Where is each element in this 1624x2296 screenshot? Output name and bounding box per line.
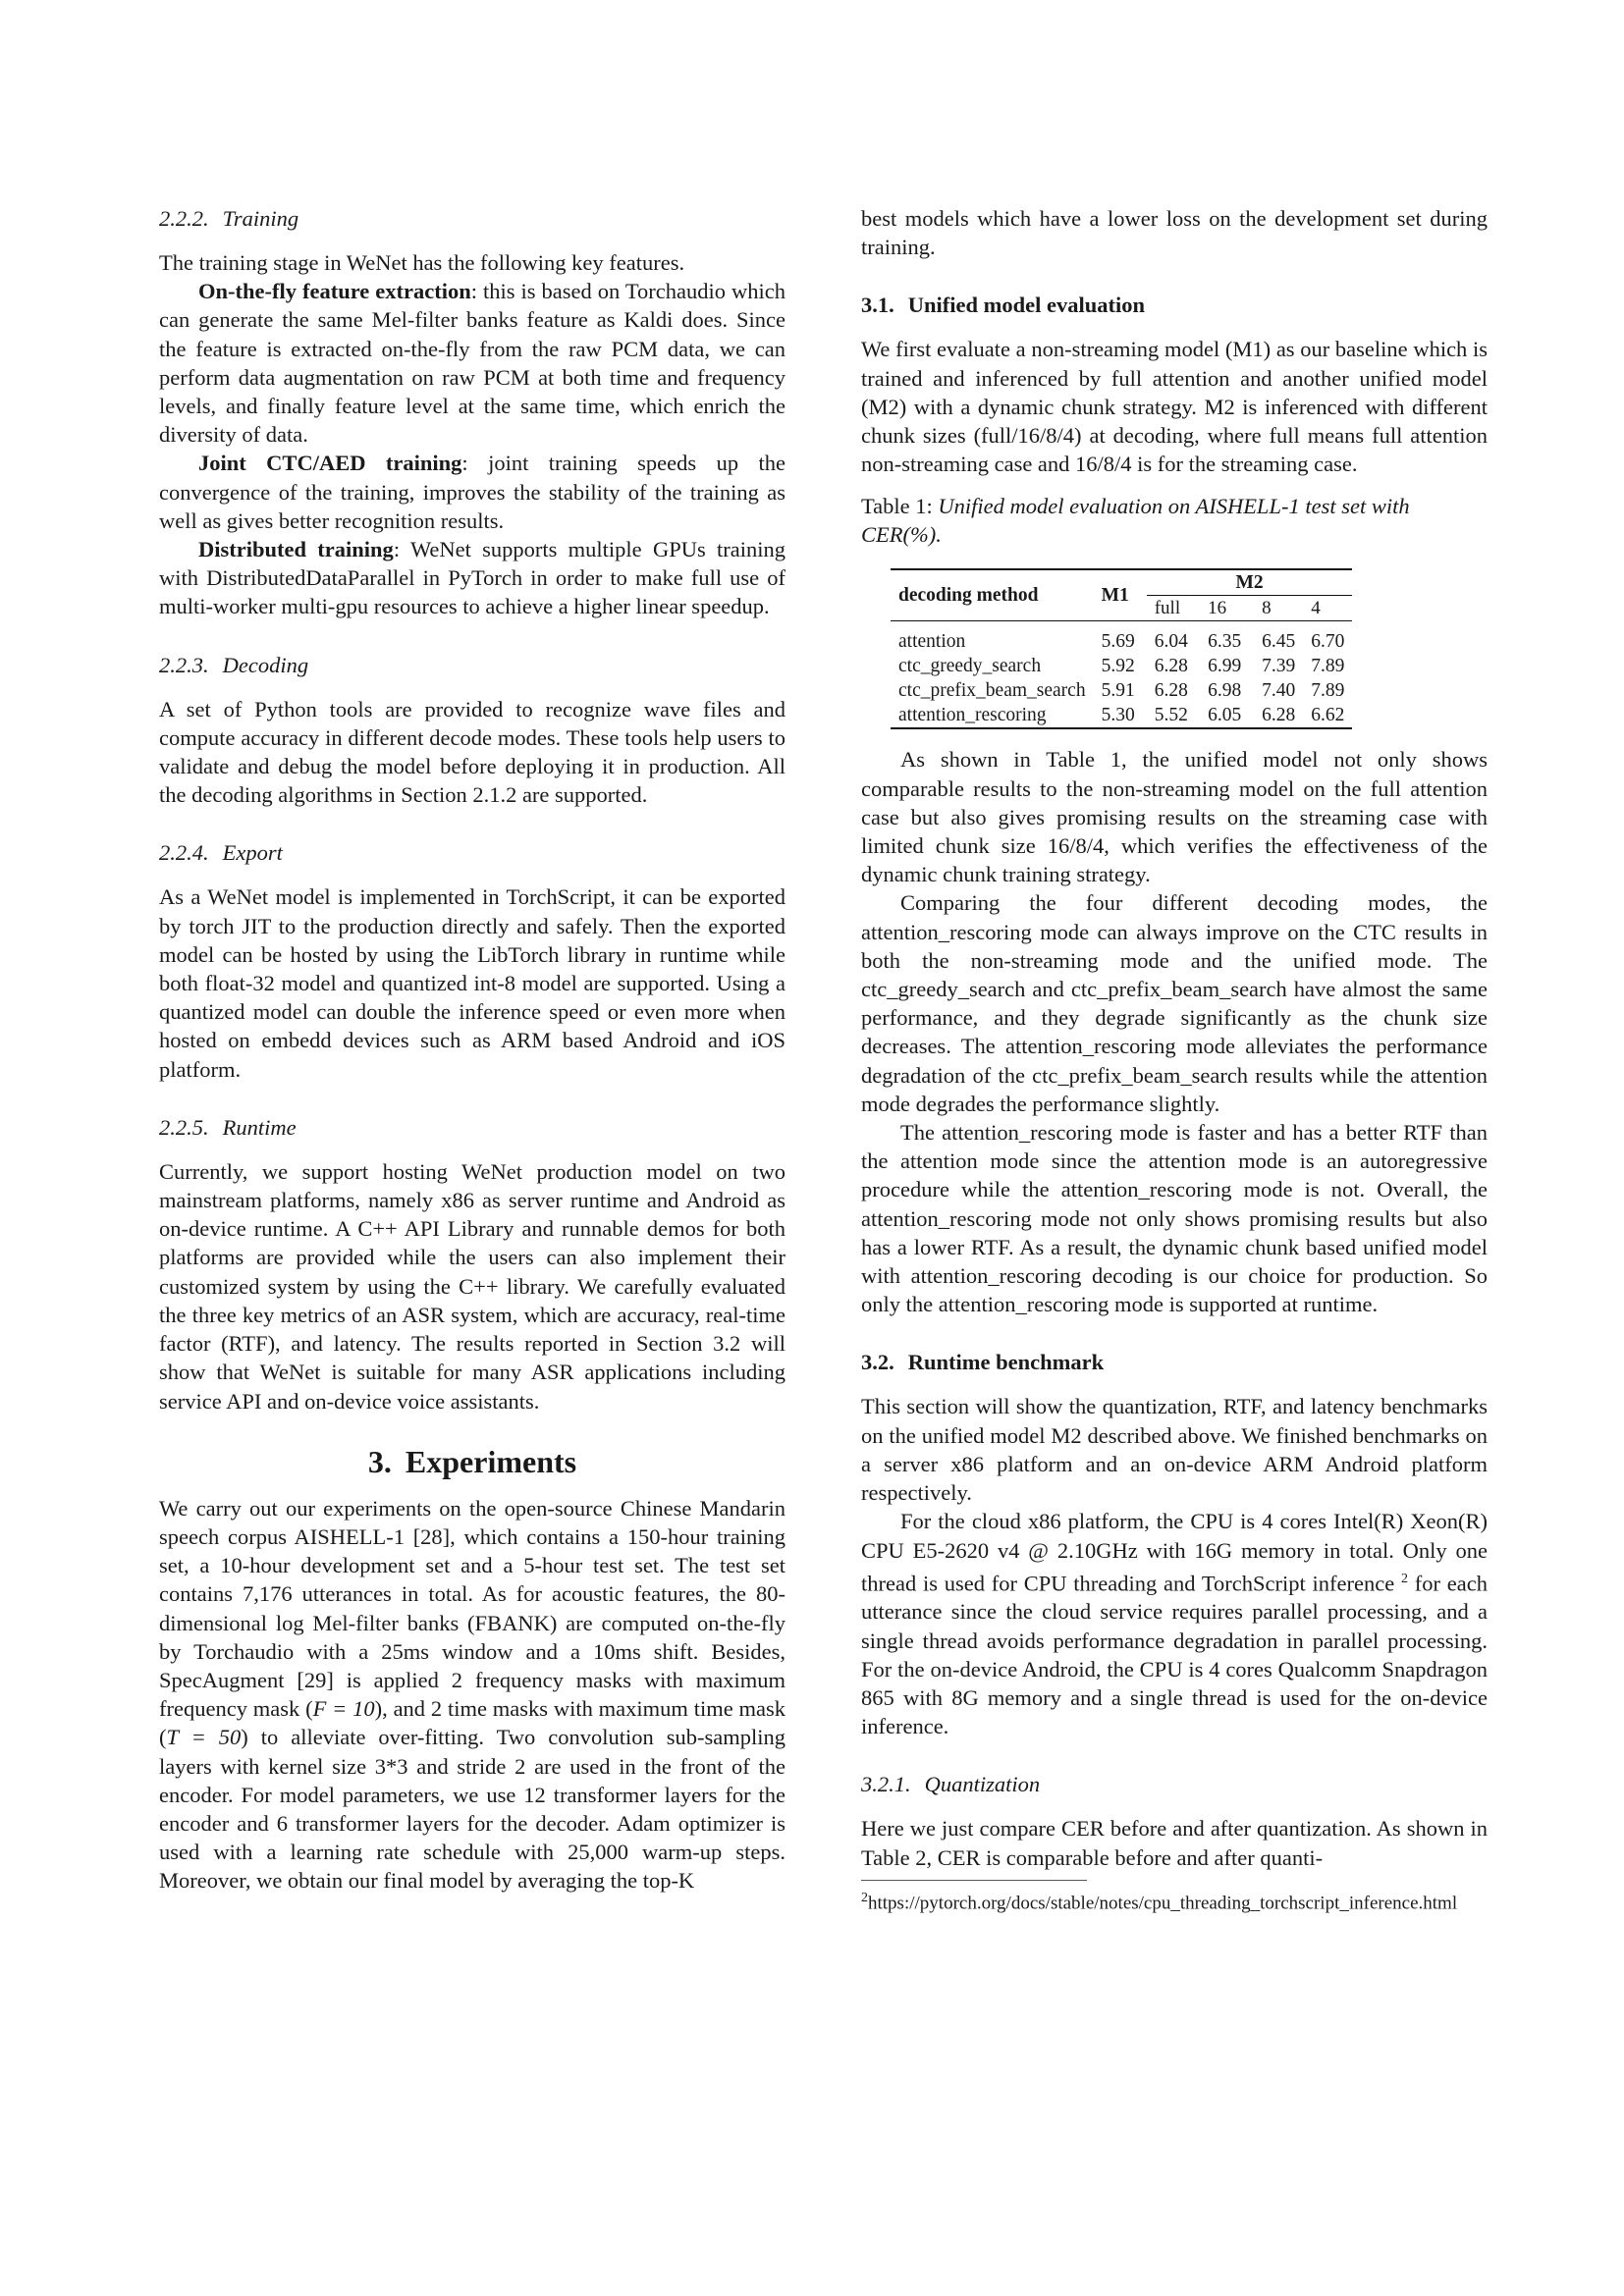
cell-value: 6.70 bbox=[1311, 631, 1345, 653]
subsection-quantization-heading: 3.2.1. Quantization bbox=[861, 1772, 1041, 1797]
cell-value: 5.92 bbox=[1101, 656, 1135, 677]
rtf-discussion: The attention_rescoring mode is faster and has a better RTF than the attention mode since the attention mode is an autoregressive procedure while the attention_rescoring mode is not. Overall, the attention_rescoring mode not only shows promising results but also has a lower RTF. As a result, the dynamic chunk based unified model with attention_rescoring decoding is our choice for production. So only the attention_rescoring mode is supported at runtime. bbox=[861, 1120, 1488, 1317]
footnote: $^2$https://pytorch.org/docs/stable/notes/cpu_threading_torchscript_inference.html bbox=[861, 1890, 1458, 1914]
table-discussion: As shown in Table 1, the unified model not only shows comparable results to the non-streaming model on the full attention case but also gives promising results on the streaming case with limited chunk size 16/8/4, which verifies the effectiveness of the dynamic chunk training strategy. bbox=[861, 747, 1488, 887]
cell-value: 6.28 bbox=[1154, 680, 1188, 702]
table-row bbox=[891, 654, 1352, 678]
subsection-unified-heading: 3.1. Unified model evaluation bbox=[861, 293, 1146, 318]
unified-body: We first evaluate a non-streaming model (M1) as our baseline which is trained and inferenced by full attention and another unified model (M2) with a dynamic chunk strategy. M2 is inferenced with different chunk sizes (full/16/8/4) at decoding, where full means full attention non-streaming case and 16/8/4 is for the streaming case. bbox=[861, 337, 1488, 477]
decoding-comparison: Comparing the four different decoding modes, the attention_rescoring mode can always improve on the CTC results in both the non-streaming mode and the unified mode. The ctc_greedy_search and ctc_prefix_beam_search have almost the same performance, and they degrade significantly as the chunk size decreases. The attention_rescoring mode alleviates the performance degradation of the ctc_prefix_beam_search results while the attention mode degrades the performance slightly. bbox=[861, 890, 1488, 1116]
header-m2-sub: full bbox=[1154, 598, 1181, 619]
table-row bbox=[891, 703, 1352, 728]
subsection-decoding-heading: 2.2.3. Decoding bbox=[159, 652, 309, 677]
cell-value: 6.04 bbox=[1154, 631, 1188, 653]
section-experiments-heading: 3. Experiments bbox=[367, 1443, 577, 1479]
cell-value: 6.45 bbox=[1262, 631, 1296, 653]
cloud-platform-body: For the cloud x86 platform, the CPU is 4 cores Intel(R) Xeon(R) CPU E5-2620 v4 @ 2.10GHz with 16G memory in total. Only one thread is used for CPU threading and TorchScript inference $^2$ for each utterance since the cloud service requires parallel processing, and a single thread avoids performance degradation in parallel processing. For the on-device Android, the CPU is 4 cores Qualcomm Snapdragon 865 with 8G memory and a single thread is used for the on-device inference. bbox=[861, 1509, 1488, 1739]
decoding-body: A set of Python tools are provided to recognize wave files and compute accuracy in different decode modes. These tools help users to validate and debug the model before deploying it in production. All the decoding algorithms in Section 2.1.2 are supported. bbox=[159, 696, 785, 808]
header-m2-sub: 4 bbox=[1311, 598, 1321, 619]
runtime-body: Currently, we support hosting WeNet production model on two mainstream platforms, namely x86 as server runtime and Android as on-device runtime. A C++ API Library and runnable demos for both platforms are provided while the users can also implement their customized system by using the C++ library. We carefully evaluated the three key metrics of an ASR system, which are accuracy, real-time factor (RTF), and latency. The results reported in Section 3.2 will show that WeNet is suitable for many ASR applications including service API and on-device voice assistants. bbox=[159, 1158, 785, 1414]
table-row bbox=[891, 678, 1352, 703]
continued-text: best models which have a lower loss on the development set during training. bbox=[861, 206, 1488, 260]
training-feature-3: Distributed training: WeNet supports multiple GPUs training with DistributedDataParallel in PyTorch in order to make full use of multi-worker multi-gpu resources to achieve a higher linear speedup. bbox=[159, 537, 785, 619]
cell-value: 6.62 bbox=[1311, 705, 1345, 726]
cell-value: 6.99 bbox=[1208, 656, 1242, 677]
cell-value: 6.35 bbox=[1208, 631, 1242, 653]
header-m2-sub: 8 bbox=[1262, 598, 1272, 619]
subsection-training-heading: 2.2.2. Training bbox=[159, 206, 299, 231]
cell-value: 6.05 bbox=[1208, 705, 1242, 726]
benchmark-body: This section will show the quantization, RTF, and latency benchmarks on the unified model M2 described above. We finished benchmarks on a server x86 platform and an on-device ARM Android platform respectively. bbox=[861, 1394, 1488, 1506]
cell-value: 6.28 bbox=[1154, 656, 1188, 677]
experiments-body: We carry out our experiments on the open-source Chinese Mandarin speech corpus AISHELL-1 [28], which contains a 150-hour training set, a 10-hour development set and a 5-hour test set. The test set contains 7,176 utterances in total. As for acoustic features, the 80-dimensional log Mel-filter banks (FBANK) are computed on-the-fly by Torchaudio with a 25ms window and a 10ms shift. Besides, SpecAugment [29] is applied 2 frequency masks with maximum frequency mask (F = 10), and 2 time masks with maximum time mask (T = 50) to alleviate over-fitting. Two convolution sub-sampling layers with kernel size 3*3 and stride 2 are used in the front of the encoder. For model parameters, we use 12 transformer layers for the encoder and 6 transformer layers for the decoder. Adam optimizer is used with a learning rate schedule with 25,000 warm-up steps. Moreover, we obtain our final model by averaging the top-K bbox=[159, 1495, 785, 1894]
export-body: As a WeNet model is implemented in TorchScript, it can be exported by torch JIT to the production directly and safely. Then the exported model can be hosted by using the LibTorch library in runtime while both float-32 model and quantized int-8 model are supported. Using a quantized model can double the inference speed or even more when hosted on embedd devices such as ARM based Android and iOS platform. bbox=[159, 884, 785, 1082]
table-row bbox=[891, 629, 1352, 654]
cell-value: 5.30 bbox=[1101, 705, 1135, 726]
cell-method: ctc_prefix_beam_search bbox=[898, 680, 1086, 702]
results-table bbox=[891, 568, 1352, 729]
table-caption: Table 1: Unified model evaluation on AISHELL-1 test set with CER(%). bbox=[861, 494, 1410, 548]
cell-value: 5.69 bbox=[1101, 631, 1135, 653]
subsection-runtime-heading: 2.2.5. Runtime bbox=[159, 1114, 297, 1140]
cell-value: 7.89 bbox=[1311, 680, 1345, 702]
cell-method: attention bbox=[898, 631, 966, 653]
cell-method: ctc_greedy_search bbox=[898, 656, 1042, 677]
cell-method: attention_rescoring bbox=[898, 705, 1047, 726]
left-column bbox=[159, 204, 785, 1896]
header-m2-sub: 16 bbox=[1208, 598, 1227, 619]
cell-value: 5.52 bbox=[1154, 705, 1188, 726]
right-column bbox=[861, 204, 1488, 1915]
cell-value: 6.98 bbox=[1208, 680, 1242, 702]
cell-value: 5.91 bbox=[1101, 680, 1135, 702]
cell-value: 7.39 bbox=[1262, 656, 1296, 677]
header-m1: M1 bbox=[1101, 585, 1129, 607]
training-intro: The training stage in WeNet has the following key features. bbox=[159, 250, 685, 275]
cell-value: 6.28 bbox=[1262, 705, 1296, 726]
training-feature-1: On-the-fly feature extraction: this is based on Torchaudio which can generate the same Mel-filter banks feature as Kaldi does. Since the feature is extracted on-the-fly from the raw PCM data, we can perform data augmentation on raw PCM at both time and frequency levels, and finally feature level at the same time, which enrich the diversity of data. bbox=[159, 279, 786, 448]
header-decoding-method: decoding method bbox=[898, 585, 1039, 607]
footnote-ref: 2 bbox=[1401, 1571, 1409, 1586]
quantization-body: Here we just compare CER before and after quantization. As shown in Table 2, CER is comparable before and after quanti- bbox=[861, 1816, 1488, 1870]
header-m2: M2 bbox=[1147, 569, 1353, 596]
footnote-divider bbox=[861, 1880, 1087, 1881]
subsection-export-heading: 2.2.4. Export bbox=[159, 840, 283, 866]
cell-value: 7.89 bbox=[1311, 656, 1345, 677]
subsection-benchmark-heading: 3.2. Runtime benchmark bbox=[861, 1350, 1105, 1375]
cell-value: 7.40 bbox=[1262, 680, 1296, 702]
training-feature-2: Joint CTC/AED training: joint training speeds up the convergence of the training, improves the stability of the training as well as gives better recognition results. bbox=[159, 451, 785, 533]
